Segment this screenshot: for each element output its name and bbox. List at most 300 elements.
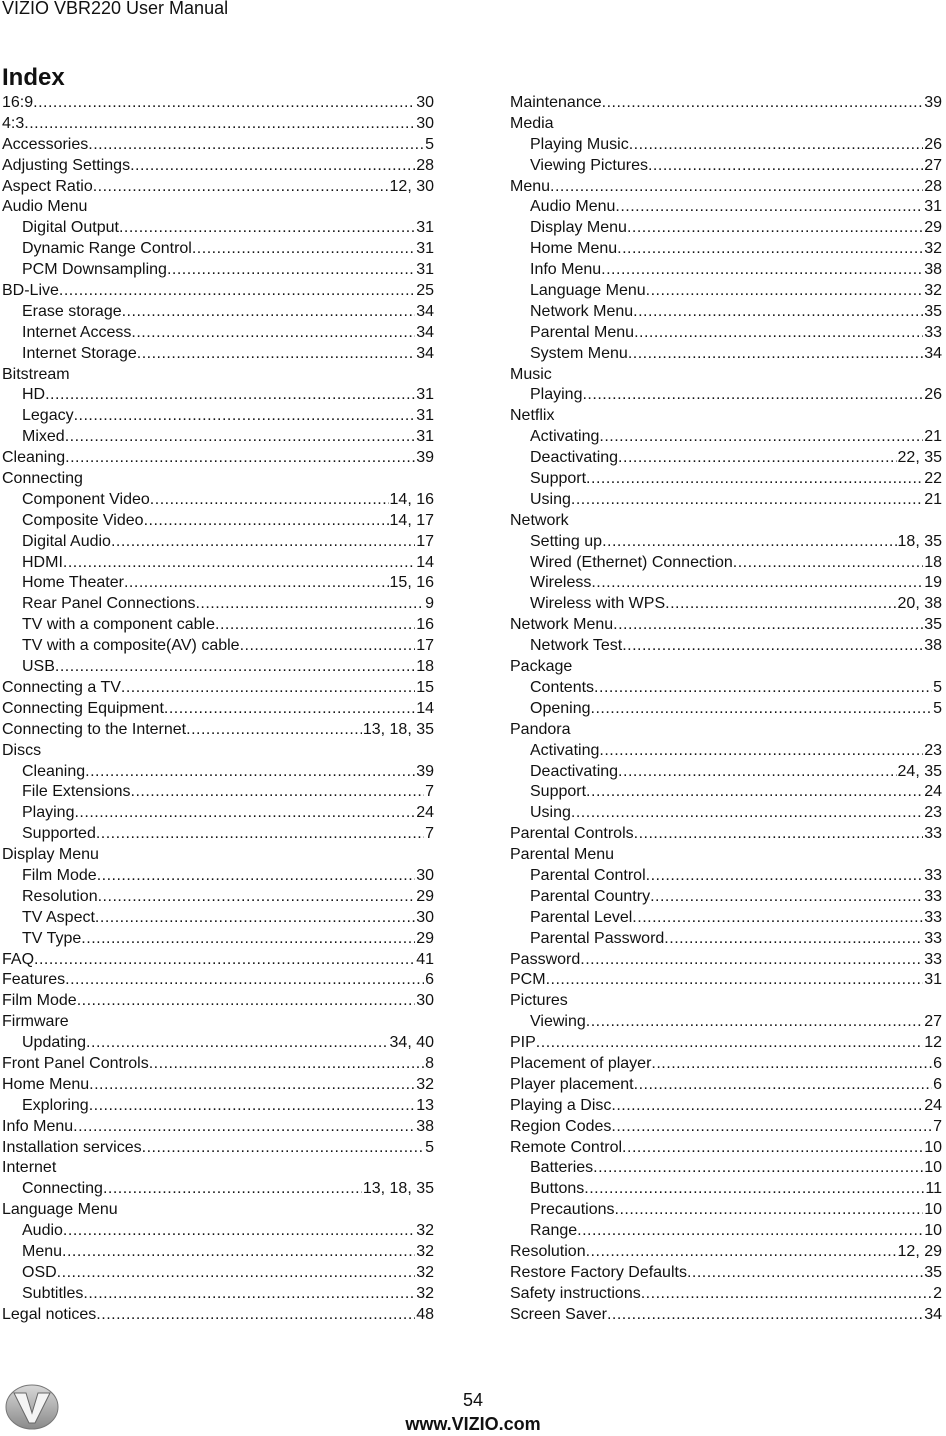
entry-page-ref: 34 [416,302,434,320]
dot-leader [186,720,362,741]
index-subentry [2,323,434,344]
entry-label: TV Type [22,929,82,947]
dot-leader [628,344,923,365]
entry-label: Discs [2,741,42,759]
index-entry [2,1305,434,1326]
entry-page-ref: 12 [924,1034,942,1052]
index-subentry [510,929,942,950]
entry-label: TV Aspect [22,908,95,926]
index-subentry [510,678,942,699]
index-entry [2,448,434,469]
index-entry [510,1242,942,1263]
entry-page-ref: 25 [416,282,434,300]
dot-leader [536,1033,923,1054]
entry-label: BD-Live [2,282,59,300]
dot-leader [96,824,424,845]
entry-label: FAQ [2,950,35,968]
page-number: 54 [462,1390,484,1410]
entry-page-ref: 33 [924,929,942,947]
dot-leader [591,573,923,594]
index-subentry [2,657,434,678]
dot-leader [55,657,415,678]
dot-leader [96,1305,415,1326]
dot-leader [144,511,389,532]
index-subentry [2,490,434,511]
entry-page-ref: 26 [924,135,942,153]
dot-leader [74,406,416,427]
dot-leader [195,594,424,615]
entry-label: Parental Control [530,866,646,884]
entry-page-ref: 30 [416,114,434,132]
entry-page-ref: 33 [924,323,942,341]
index-entry [510,1263,942,1284]
dot-leader [137,344,415,365]
dot-leader [634,323,923,344]
entry-label: Exploring [22,1096,89,1114]
entry-page-ref: 23 [924,804,942,822]
dot-leader [34,950,415,971]
entry-label: Parental Password [530,929,665,947]
entry-label: Dynamic Range Control [22,240,192,258]
index-entry [2,991,434,1012]
index-entry [510,1284,942,1305]
dot-leader [613,615,923,636]
entry-page-ref: 33 [924,887,942,905]
dot-leader [622,1138,923,1159]
entry-page-ref: 33 [924,825,942,843]
index-subentry [2,762,434,783]
entry-page-ref: 34 [416,344,434,362]
dot-leader [599,427,923,448]
index-entry [2,678,434,699]
entry-label: Rear Panel Connections [22,595,196,613]
index-entry [510,1075,942,1096]
entry-page-ref: 17 [416,637,434,655]
entry-label: Legacy [22,407,74,425]
index-subentry [2,1033,434,1054]
entry-label: Network Menu [510,616,614,634]
entry-label: Parental Level [530,908,633,926]
entry-label: Firmware [2,1013,69,1031]
index-subentry [510,218,942,239]
entry-label: Precautions [530,1201,615,1219]
index-subentry [2,239,434,260]
entry-page-ref: 31 [416,428,434,446]
entry-page-ref: 6 [933,1054,942,1072]
entry-page-ref: 20, 38 [897,595,942,613]
index-subentry [2,218,434,239]
entry-page-ref: 31 [416,261,434,279]
entry-label: Accessories [2,135,89,153]
dot-leader [63,1221,415,1242]
index-entry [2,1054,434,1075]
entry-page-ref: 6 [933,1075,942,1093]
entry-label: Buttons [530,1180,585,1198]
index-subentry [510,385,942,406]
entry-page-ref: 35 [924,1263,942,1281]
dot-leader [646,281,924,302]
dot-leader [81,929,415,950]
entry-page-ref: 38 [924,261,942,279]
dot-leader [124,573,389,594]
entry-label: USB [22,658,55,676]
dot-leader [57,1263,416,1284]
dot-leader [215,615,415,636]
dot-leader [617,239,923,260]
entry-label: 4:3 [2,114,25,132]
entry-page-ref: 22, 35 [897,449,942,467]
index-subentry [2,594,434,615]
index-entry [2,93,434,114]
entry-label: Parental Menu [510,846,615,864]
dot-leader [627,218,923,239]
entry-page-ref: 13, 18, 35 [362,720,434,738]
index-subentry [2,615,434,636]
index-subentry [510,573,942,594]
dot-leader [634,824,924,845]
entry-page-ref: 26 [924,386,942,404]
entry-label: Digital Audio [22,532,111,550]
dot-leader [571,490,923,511]
index-subentry [510,803,942,824]
entry-label: Wired (Ethernet) Connection [530,553,733,571]
entry-page-ref: 22 [924,470,942,488]
index-subentry [2,1221,434,1242]
entry-page-ref: 39 [416,449,434,467]
entry-label: Menu [510,177,551,195]
entry-page-ref: 2 [933,1284,942,1302]
entry-page-ref: 38 [416,1117,434,1135]
entry-label: Connecting a TV [2,678,121,696]
entry-label: Display Menu [530,219,627,237]
index-subentry [2,908,434,929]
dot-leader [602,532,896,553]
index-subentry [2,929,434,950]
index-subentry [510,448,942,469]
entry-page-ref: 5 [933,678,942,696]
entry-label: Language Menu [530,282,646,300]
entry-page-ref: 5 [425,1138,434,1156]
dot-leader [77,991,416,1012]
entry-label: Playing [22,804,75,822]
entry-page-ref: 10 [924,1222,942,1240]
entry-page-ref: 7 [425,783,434,801]
dot-leader [45,385,415,406]
entry-page-ref: 32 [416,1263,434,1281]
dot-leader [192,239,415,260]
entry-page-ref: 31 [416,219,434,237]
entry-label: OSD [22,1263,57,1281]
entry-label: HDMI [22,553,63,571]
entry-label: Wireless with WPS [530,595,666,613]
dot-leader [167,260,415,281]
entry-page-ref: 34 [924,344,942,362]
entry-page-ref: 31 [416,407,434,425]
entry-label: Film Mode [2,992,77,1010]
index-subentry [2,532,434,553]
index-subentry [510,1200,942,1221]
entry-label: Network Test [530,637,623,655]
entry-label: Player placement [510,1075,634,1093]
entry-label: TV with a component cable [22,616,215,634]
entry-label: Resolution [22,887,98,905]
index-entry [510,1117,942,1138]
dot-leader [599,741,923,762]
entry-label: Audio Menu [530,198,616,216]
index-entry [510,950,942,971]
entry-label: Network Menu [530,302,634,320]
entry-label: Home Menu [530,240,618,258]
dot-leader [142,1138,424,1159]
dot-leader [646,866,924,887]
index-subentry [2,636,434,657]
entry-label: Connecting [22,1180,103,1198]
entry-label: Aspect Ratio [2,177,93,195]
entry-label: Connecting to the Internet [2,720,187,738]
entry-label: File Extensions [22,783,131,801]
dot-leader [65,448,415,469]
entry-page-ref: 27 [924,1013,942,1031]
index-subentry [510,1158,942,1179]
entry-page-ref: 32 [924,240,942,258]
entry-page-ref: 30 [416,908,434,926]
dot-leader [586,469,923,490]
index-subentry [510,887,942,908]
dot-leader [93,177,389,198]
index-entry [2,469,434,490]
entry-label: Audio Menu [2,198,88,216]
dot-leader [615,1200,924,1221]
entry-label: Media [510,114,554,132]
entry-label: Pictures [510,992,568,1010]
entry-page-ref: 14 [416,699,434,717]
entry-page-ref: 5 [933,699,942,717]
index-entry [510,93,942,114]
entry-page-ref: 17 [416,532,434,550]
index-subentry [510,1221,942,1242]
entry-label: PCM Downsampling [22,261,167,279]
entry-page-ref: 33 [924,866,942,884]
index-entry [2,1200,434,1221]
dot-leader [73,1117,415,1138]
index-subentry [510,302,942,323]
entry-label: Supported [22,825,96,843]
index-entry [510,1033,942,1054]
entry-page-ref: 28 [416,156,434,174]
entry-page-ref: 34, 40 [389,1034,434,1052]
entry-label: Display Menu [2,846,99,864]
entry-page-ref: 15, 16 [389,574,434,592]
entry-label: Viewing Pictures [530,156,648,174]
entry-page-ref: 7 [933,1117,942,1135]
entry-label: Cleaning [22,762,86,780]
index-subentry [510,636,942,657]
entry-label: Resolution [510,1242,586,1260]
dot-leader [121,678,415,699]
entry-page-ref: 39 [416,762,434,780]
index-subentry [510,156,942,177]
index-subentry [2,553,434,574]
entry-page-ref: 34 [416,323,434,341]
dot-leader [615,197,923,218]
index-entry [510,1096,942,1117]
entry-label: Parental Controls [510,825,634,843]
entry-page-ref: 31 [924,971,942,989]
dot-leader [580,950,923,971]
index-subentry [2,782,434,803]
entry-page-ref: 29 [416,887,434,905]
dot-leader [611,1096,923,1117]
index-entry [510,511,942,532]
entry-page-ref: 16 [416,616,434,634]
index-entry [510,177,942,198]
entry-label: Parental Country [530,887,651,905]
index-entry [2,741,434,762]
entry-label: Activating [530,741,600,759]
entry-label: Opening [530,699,591,717]
index-subentry [510,782,942,803]
index-entry [2,281,434,302]
index-entry [2,970,434,991]
entry-page-ref: 15 [416,678,434,696]
entry-page-ref: 35 [924,302,942,320]
dot-leader [586,782,923,803]
entry-page-ref: 8 [425,1054,434,1072]
index-subentry [2,302,434,323]
entry-page-ref: 7 [425,825,434,843]
dot-leader [131,323,415,344]
dot-leader [611,1117,932,1138]
dot-leader [89,1075,415,1096]
dot-leader [618,762,896,783]
entry-page-ref: 10 [924,1138,942,1156]
dot-leader [593,1158,923,1179]
entry-label: Region Codes [510,1117,612,1135]
index-entry [510,657,942,678]
entry-label: Using [530,490,571,508]
entry-label: Maintenance [510,94,602,111]
dot-leader [74,803,415,824]
index-entry [510,824,942,845]
dot-leader [103,1179,362,1200]
entry-page-ref: 13 [416,1096,434,1114]
dot-leader [594,678,932,699]
entry-label: Support [530,783,587,801]
index-subentry [510,135,942,156]
entry-page-ref: 9 [425,595,434,613]
index-subentry [2,511,434,532]
dot-leader [665,594,896,615]
index-entry [2,365,434,386]
entry-label: Bitstream [2,365,70,383]
entry-label: Composite Video [22,511,144,529]
index-left-column [2,93,434,1326]
dot-leader [33,93,415,114]
dot-leader [648,156,923,177]
index-entry [510,406,942,427]
index-entry [2,135,434,156]
entry-label: Playing a Disc [510,1096,612,1114]
index-entry [2,720,434,741]
dot-leader [622,636,923,657]
dot-leader [130,156,415,177]
entry-page-ref: 14 [416,553,434,571]
entry-page-ref: 24 [416,804,434,822]
entry-label: Range [530,1222,578,1240]
entry-label: Activating [530,428,600,446]
entry-label: Info Menu [530,261,602,279]
entry-label: Subtitles [22,1284,84,1302]
dot-leader [582,385,923,406]
index-entry [510,615,942,636]
index-entry [2,177,434,198]
dot-leader [240,636,416,657]
entry-label: Info Menu [2,1117,74,1135]
entry-label: Connecting [2,470,83,488]
index-entry [2,114,434,135]
index-subentry [2,1263,434,1284]
entry-page-ref: 38 [924,637,942,655]
dot-leader [577,1221,923,1242]
index-entry [2,699,434,720]
dot-leader [65,427,416,448]
index-right-column [510,93,942,1326]
entry-label: 16:9 [2,94,34,111]
index-subentry [510,908,942,929]
index-subentry [510,239,942,260]
entry-page-ref: 14, 17 [389,511,434,529]
index-subentry [510,699,942,720]
index-subentry [2,1242,434,1263]
dot-leader [607,1305,923,1326]
index-entry [2,845,434,866]
entry-label: Password [510,950,581,968]
dot-leader [571,803,923,824]
entry-label: Support [530,470,587,488]
index-subentry [510,281,942,302]
entry-page-ref: 23 [924,741,942,759]
entry-page-ref: 10 [924,1159,942,1177]
entry-label: Music [510,365,552,383]
entry-label: Adjusting Settings [2,156,131,174]
dot-leader [586,1242,897,1263]
entry-page-ref: 5 [425,135,434,153]
entry-label: PIP [510,1034,536,1052]
entry-page-ref: 32 [924,282,942,300]
entry-page-ref: 18 [416,658,434,676]
index-subentry [2,1096,434,1117]
entry-page-ref: 48 [416,1305,434,1323]
index-subentry [510,427,942,448]
entry-page-ref: 21 [924,490,942,508]
dot-leader [634,1075,932,1096]
entry-page-ref: 12, 30 [389,177,434,195]
entry-page-ref: 24, 35 [897,762,942,780]
index-entry [2,1138,434,1159]
entry-label: HD [22,386,46,404]
index-subentry [510,260,942,281]
entry-page-ref: 30 [416,866,434,884]
entry-label: Package [510,658,573,676]
entry-label: Component Video [22,490,150,508]
entry-page-ref: 31 [416,386,434,404]
dot-leader [664,929,923,950]
index-subentry [510,866,942,887]
index-subentry [510,490,942,511]
index-entry [2,1117,434,1138]
index-subentry [510,553,942,574]
dot-leader [86,1033,388,1054]
